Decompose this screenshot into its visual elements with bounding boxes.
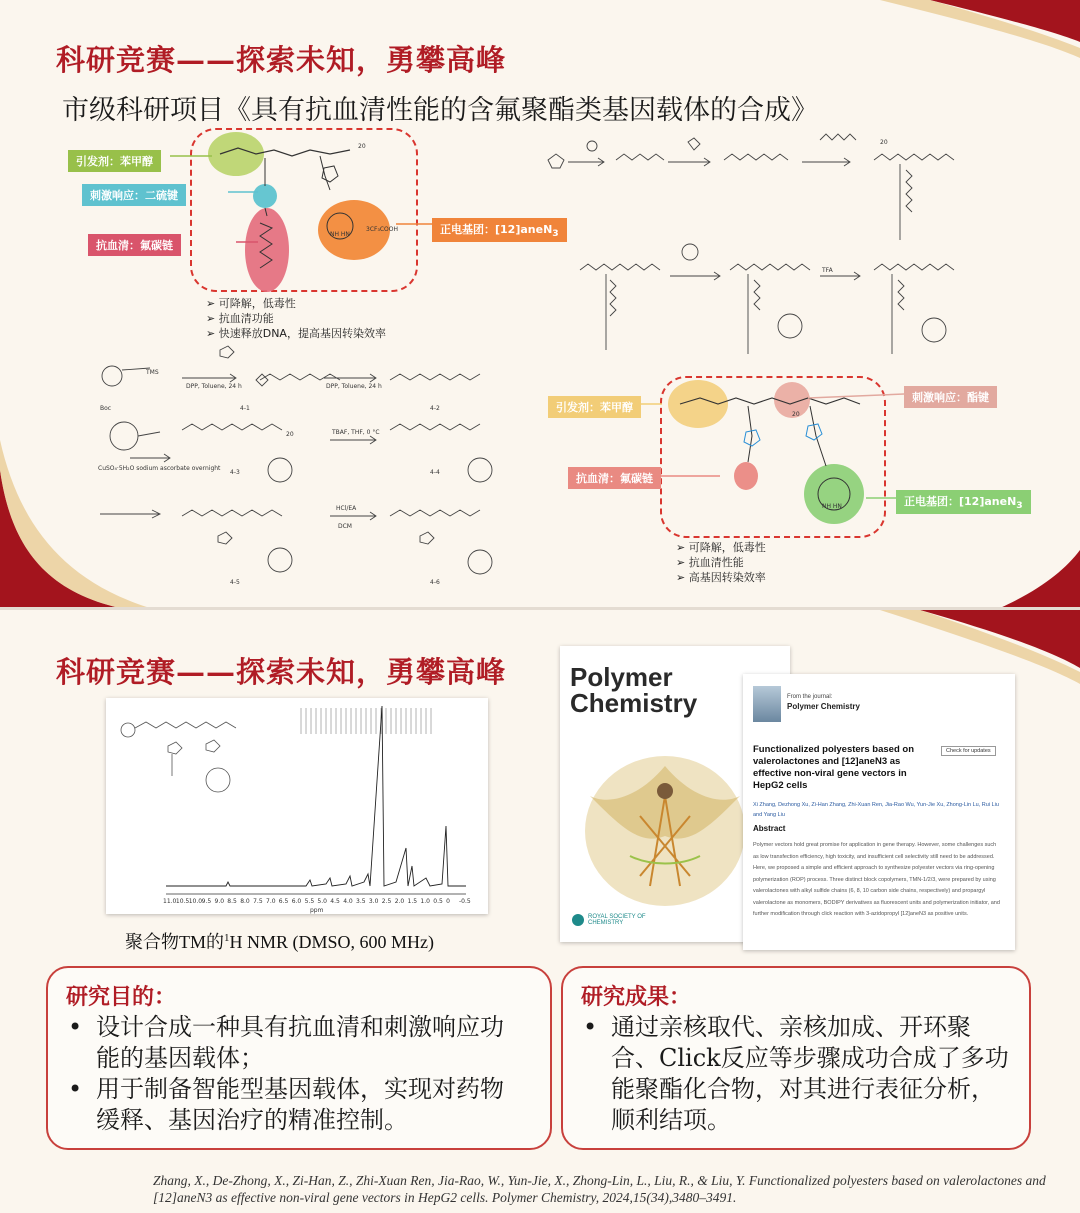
journal-thumbnail xyxy=(753,686,781,722)
svg-text:20: 20 xyxy=(880,139,888,146)
nmr-spectrum xyxy=(106,698,488,914)
rsc-logo-icon xyxy=(572,914,584,926)
nmr-tick-label: 6.5 xyxy=(278,898,289,905)
right-label-stimuli: 刺激响应：酯键 xyxy=(904,386,997,408)
svg-text:TBAF, THF, 0 °C: TBAF, THF, 0 °C xyxy=(332,429,380,436)
svg-text:4-5: 4-5 xyxy=(230,579,240,586)
research-result-title: 研究成果： xyxy=(581,984,692,1010)
nmr-tick-label: 5.0 xyxy=(317,898,327,905)
right-bullet: ➢ 可降解，低毒性 xyxy=(676,540,766,555)
nmr-tick-labels xyxy=(163,898,471,905)
svg-text:NH HN: NH HN xyxy=(330,231,350,238)
svg-text:CuSO₄·5H₂O sodium ascorbate ov: CuSO₄·5H₂O sodium ascorbate overnight xyxy=(98,465,221,472)
research-result-item: • 通过亲核取代、亲核加成、开环聚合、Click反应等步骤成功合成了多功能聚酯化合物，对其进行表征分析，顺利结项。 xyxy=(579,1012,1009,1136)
reaction-scheme-left xyxy=(90,340,520,590)
label-stimuli: 刺激响应：二硫键 xyxy=(82,184,186,206)
nmr-tick-label: 9.5 xyxy=(201,898,212,905)
nmr-tick-label: 3.0 xyxy=(368,898,379,905)
slide2-heading: 科研竞赛——探索未知，勇攀高峰 xyxy=(56,655,507,689)
slide1-heading: 科研竞赛——探索未知，勇攀高峰 xyxy=(56,43,507,77)
abstract-heading: Abstract xyxy=(753,824,786,833)
nmr-spectrum-panel xyxy=(106,698,488,914)
nmr-tick-label: 11.0 xyxy=(163,898,177,905)
nmr-tick-label: 7.0 xyxy=(266,898,276,905)
nmr-tick-label: 10.5 xyxy=(175,898,190,905)
nmr-caption: 聚合物TM的$^1$H NMR (DMSO, 600 MHz) xyxy=(125,932,435,952)
nmr-tick-label: -0.5 xyxy=(459,898,471,905)
left-bullet: ➢ 可降解，低毒性 xyxy=(206,296,386,311)
from-journal: From the journal: xyxy=(787,694,833,700)
svg-text:TMS: TMS xyxy=(146,369,159,376)
nmr-tick-label: 6.0 xyxy=(291,898,302,905)
left-bullet: ➢ 快速释放DNA，提高基因转染效率 xyxy=(206,326,386,341)
right-label-connectors xyxy=(640,390,910,510)
rsc-name: ROYAL SOCIETY OF CHEMISTRY xyxy=(588,914,646,926)
nmr-tick-label: 10.0 xyxy=(188,898,203,905)
svg-text:4-6: 4-6 xyxy=(430,579,440,586)
article-title: Functionalized polyesters based on valerolactones and [12]aneN3 as effective non-viral gene vectors in HepG2 cells xyxy=(753,744,915,791)
research-goal-item: • 设计合成一种具有抗血清和刺激响应功能的基因载体； xyxy=(64,1012,524,1074)
nmr-tick-label: 5.5 xyxy=(304,898,315,905)
svg-text:20: 20 xyxy=(358,143,366,150)
research-goal-list xyxy=(64,1012,524,1136)
nmr-tick-label: 8.5 xyxy=(227,898,237,905)
research-goal-box xyxy=(46,966,552,1150)
research-result-box xyxy=(561,966,1031,1150)
left-bullet: ➢ 抗血清功能 xyxy=(206,311,386,326)
right-bullet: ➢ 抗血清性能 xyxy=(676,555,766,570)
svg-text:TFA: TFA xyxy=(822,267,833,274)
nmr-tick-label: 2.0 xyxy=(394,898,405,905)
svg-text:4-4: 4-4 xyxy=(430,469,440,476)
svg-text:HCl/EA: HCl/EA xyxy=(336,505,357,512)
nmr-tick-label: 3.5 xyxy=(356,898,366,905)
svg-text:20: 20 xyxy=(792,411,800,418)
nmr-tick-label: 7.5 xyxy=(253,898,263,905)
nmr-tick-label: 1.0 xyxy=(420,898,430,905)
label-connectors xyxy=(150,140,440,260)
svg-text:ppm: ppm xyxy=(310,907,324,914)
svg-text:DCM: DCM xyxy=(338,523,352,530)
slide-two xyxy=(0,610,1080,1213)
svg-text:DPP, Toluene, 24 h: DPP, Toluene, 24 h xyxy=(326,383,382,390)
research-result-list xyxy=(579,1012,1009,1136)
article-authors[interactable]: Xi Zhang, Dezhong Xu, Zi-Han Zhang, Zhi-Xuan Ren, Jia-Rao Wu, Yun-Jie Xu, Zhong-Lin Lu, Rui Liu and Yang Liu xyxy=(753,802,999,818)
check-updates-button[interactable]: Check for updates xyxy=(941,746,996,756)
label-antiserum: 抗血清：氟碳链 xyxy=(88,234,181,256)
nmr-tick-label: 0.5 xyxy=(433,898,443,905)
abstract-text: Polymer vectors hold great promise for application in gene therapy. However, some challenges such as low transfection efficiency, high toxicity, and insufficient cell selectivity still need to be addressed. Here, we proposed a simple and efficient approach to synthesize polyester vectors via ring-opening polymerization (ROP) process. Three distinct block copolymers, TMN-1/2/3, were prepared by using valerolactones with alkyl sulfide chains (6, 8, 10 carbon side chains, respectively) and propargyl valerolactone as monomers, BODIPY derivatives as fluorescent units and polymerization initiator, and further modification through click reaction with 3-azidopropyl [12]aneN3 as positive units. xyxy=(753,842,1000,917)
reaction-scheme-right xyxy=(540,130,980,360)
svg-text:4-3: 4-3 xyxy=(230,469,240,476)
label-initiator: 引发剂：苯甲醇 xyxy=(68,150,161,172)
slide1-subheading: 市级科研项目《具有抗血清性能的含氟聚酯类基因载体的合成》 xyxy=(62,95,818,126)
nmr-tick-label: 9.0 xyxy=(214,898,225,905)
article-journal-name: Polymer Chemistry xyxy=(787,702,860,711)
svg-text:3CF₃COOH: 3CF₃COOH xyxy=(366,226,399,233)
right-label-initiator: 引发剂：苯甲醇 xyxy=(548,396,641,418)
left-bullet-list xyxy=(206,296,386,341)
svg-text:4-2: 4-2 xyxy=(430,405,440,412)
cover-artwork xyxy=(580,736,750,906)
right-bullet: ➢ 高基因转染效率 xyxy=(676,570,766,585)
label-cationic: 正电基团：[12]aneN$_3$ xyxy=(432,218,567,242)
right-bullet-list xyxy=(676,540,766,585)
reference-citation: Zhang, X., De-Zhong, X., Zi-Han, Z., Zhi-Xuan Ren, Jia-Rao, W., Yun-Jie, X., Zhong-Lin, L., Liu, R., & Liu, Y. Functionalized polyesters based on valerolactones and [12]aneN3 as effective non-viral gene vectors in HepG2 cells. Polymer Chemistry, 2024,15(34),3480–3491. xyxy=(153,1173,1046,1205)
right-label-cationic: 正电基团：[12]aneN$_3$ xyxy=(896,490,1031,514)
nmr-tick-label: 1.5 xyxy=(407,898,418,905)
nmr-tick-label: 4.5 xyxy=(330,898,340,905)
svg-text:4-1: 4-1 xyxy=(240,405,250,412)
journal-title-line2: Chemistry xyxy=(570,688,698,718)
research-goal-title: 研究目的： xyxy=(66,984,177,1010)
journal-title-line1: Polymer xyxy=(570,662,673,692)
svg-text:20: 20 xyxy=(286,431,294,438)
right-label-antiserum: 抗血清：氟碳链 xyxy=(568,467,661,489)
svg-text:Boc: Boc xyxy=(100,405,112,412)
research-goal-item: • 用于制备智能型基因载体，实现对药物缓释、基因治疗的精准控制。 xyxy=(64,1074,524,1136)
nmr-tick-label: 0 xyxy=(446,898,450,905)
svg-text:NH HN: NH HN xyxy=(822,503,842,510)
article-page xyxy=(743,674,1015,950)
nmr-tick-label: 8.0 xyxy=(240,898,250,905)
svg-text:DPP, Toluene, 24 h: DPP, Toluene, 24 h xyxy=(186,383,242,390)
nmr-tick-label: 2.5 xyxy=(381,898,392,905)
nmr-tick-label: 4.0 xyxy=(343,898,353,905)
